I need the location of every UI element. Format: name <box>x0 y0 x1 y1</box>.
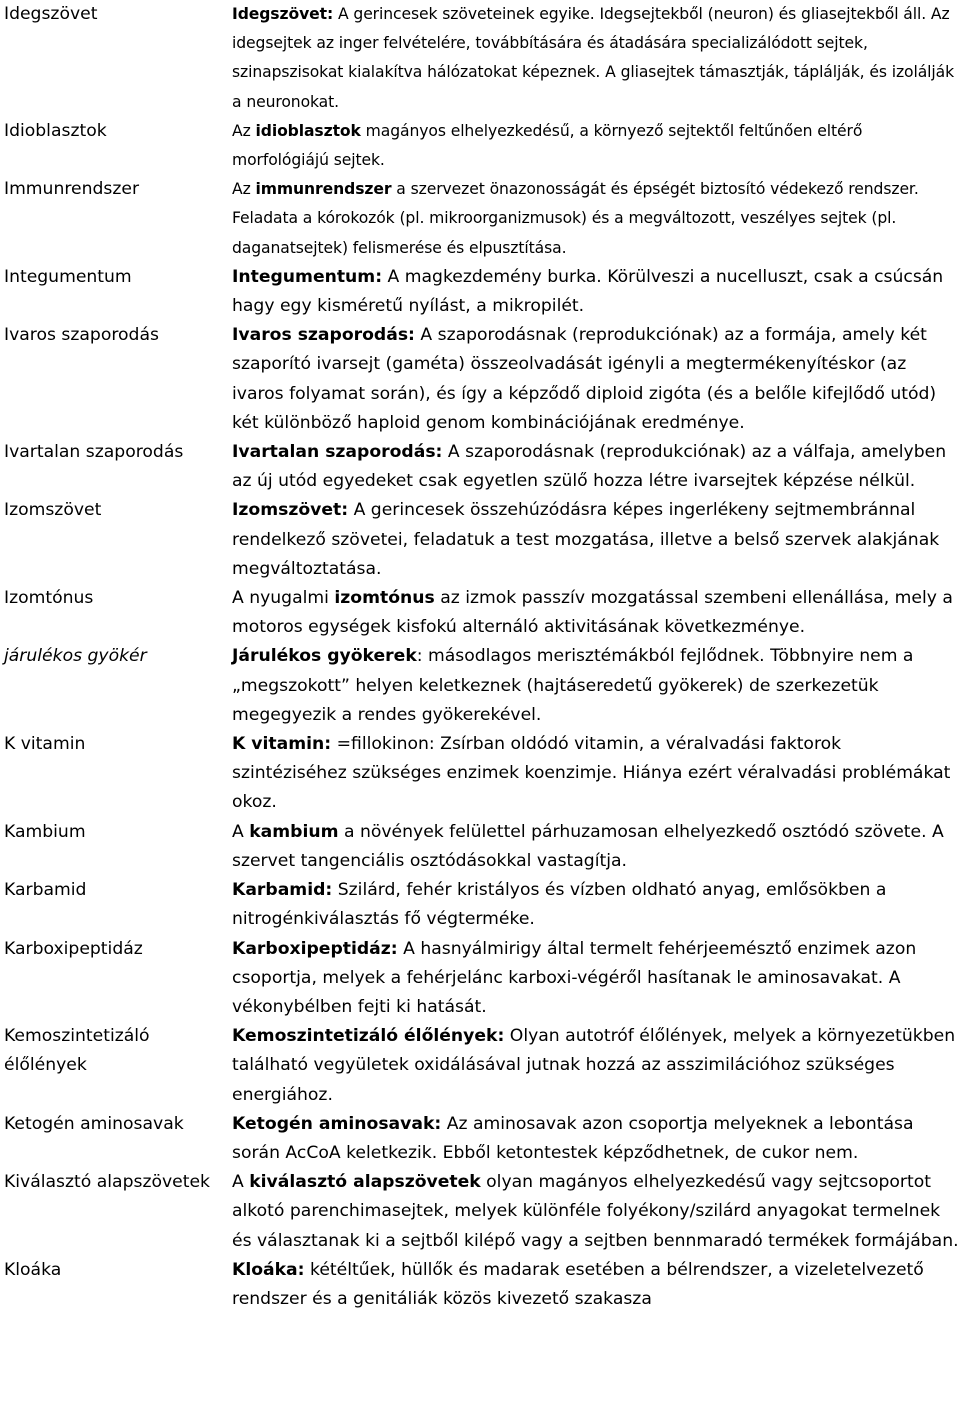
glossary-definition <box>232 117 960 175</box>
definition-text: az izmok passzív mozgatással szembeni ellenállása, mely a motoros egységek kisfokú alternáló aktivitásának következménye. <box>232 588 953 638</box>
definition-text: : másodlagos merisztémákból fejlődnek. Többnyire nem a „megszokott” helyen keletkeznek (hajtáseredetű gyökerek) de szerkezetük megegyezik a rendes gyökerekével. <box>232 646 914 725</box>
glossary-term: Integumentum <box>4 266 132 287</box>
glossary-definition <box>232 0 960 117</box>
definition-keyword: Kloáka: <box>232 1259 305 1280</box>
glossary-definition <box>232 1022 960 1110</box>
glossary-definition <box>232 263 960 321</box>
definition-text: A gerincesek szöveteinek egyike. Idegsejtekből (neuron) és gliasejtekből áll. Az idegsejtek az inger felvételére, továbbítására és átadására specializálódott sejtek, szinapszisokat kialakítva hálózatokat képeznek. A gliasejtek támasztják, táplálják, és izolálják a neuronokat. <box>232 5 955 111</box>
glossary-definition <box>232 1168 960 1256</box>
definition-keyword: Ketogén aminosavak: <box>232 1113 442 1134</box>
glossary-entry <box>0 0 960 117</box>
definition-keyword: Idegszövet: <box>232 5 334 23</box>
definition-keyword: immunrendszer <box>255 180 392 199</box>
glossary-term: Karbamid <box>4 880 87 901</box>
definition-text: olyan magányos elhelyezkedésű vagy sejtcsoportot alkotó parenchimasejtek, melyek különféle folyékony/szilárd anyagokat termelnek és választanak ki a sejtből kilépő vagy a sejtben bennmaradó termékek formájában. <box>232 1172 959 1251</box>
glossary-entry <box>0 175 960 263</box>
glossary-entry <box>0 584 960 642</box>
definition-prefix: A <box>232 821 250 842</box>
definition-keyword: kiválasztó alapszövetek <box>249 1172 481 1193</box>
glossary-term: Idegszövet <box>4 4 98 24</box>
definition-prefix: Az <box>232 180 256 199</box>
glossary-term: Izomtónus <box>4 588 94 609</box>
glossary-entry <box>0 496 960 584</box>
glossary-entry <box>0 935 960 1023</box>
glossary-term: Kloáka <box>4 1259 62 1280</box>
definition-text: kétéltűek, hüllők és madarak esetében a bélrendszer, a vizeletelvezető rendszer és a genitáliák közös kivezető szakasza <box>232 1259 924 1309</box>
definition-keyword: Izomszövet: <box>232 500 349 521</box>
definition-text: A gerincesek összehúzódásra képes ingerlékeny sejtmembránnal rendelkező szövetei, feladatuk a test mozgatása, illetve a belső szervek alakjának megváltoztatása. <box>232 500 940 579</box>
definition-text: Olyan autotróf élőlények, melyek a környezetükben található vegyületek oxidálásával jutnak hozzá az asszimilációhoz szükséges energiához. <box>232 1026 956 1105</box>
definition-keyword: kambium <box>249 821 339 842</box>
glossary-term: Ivaros szaporodás <box>4 325 159 346</box>
glossary-term: járulékos gyökér <box>4 646 147 667</box>
glossary-definition <box>232 730 960 818</box>
definition-text: magányos elhelyezkedésű, a környező sejtektől feltűnően eltérő morfológiájú sejtek. <box>232 121 863 170</box>
glossary-entry <box>0 438 960 496</box>
definition-prefix: A nyugalmi <box>232 588 335 609</box>
definition-text: A hasnyálmirigy által termelt fehérjeemésztő enzimek azon csoportja, melyek a fehérjelánc karboxi-végéről hasítanak le aminosavakat. A vékonybélben fejti ki hatását. <box>232 938 917 1017</box>
glossary-definition <box>232 642 960 730</box>
glossary-definition <box>232 175 960 263</box>
definition-keyword: idioblasztok <box>255 121 361 140</box>
glossary-term: K vitamin <box>4 734 86 755</box>
glossary-entry <box>0 1256 960 1314</box>
glossary-definition <box>232 438 960 496</box>
glossary-definition <box>232 818 960 876</box>
glossary-entry <box>0 1110 960 1168</box>
definition-prefix: Az <box>232 121 256 140</box>
glossary-term: Izomszövet <box>4 500 102 521</box>
glossary-entry <box>0 876 960 934</box>
definition-text: Szilárd, fehér kristályos és vízben oldható anyag, emlősökben a nitrogénkiválasztás fő végterméke. <box>232 880 887 930</box>
definition-keyword: Karbamid: <box>232 880 333 901</box>
definition-text: a növények felülettel párhuzamosan elhelyezkedő osztódó szövete. A szervet tangenciális osztódásokkal vastagítja. <box>232 821 944 871</box>
definition-text: A szaporodásnak (reprodukciónak) az a válfaja, amelyben az új utód egyedeket csak egyetlen szülő hozza létre ivarsejtek képzése nélkül. <box>232 442 947 492</box>
glossary-definition <box>232 584 960 642</box>
glossary-term: Kemoszintetizáló élőlények <box>4 1026 150 1076</box>
glossary-entry <box>0 642 960 730</box>
glossary-definition <box>232 1256 960 1314</box>
definition-keyword: Ivartalan szaporodás: <box>232 442 443 463</box>
definition-keyword: Kemoszintetizáló élőlények: <box>232 1026 505 1047</box>
glossary-term: Ivartalan szaporodás <box>4 442 184 463</box>
glossary-definition <box>232 935 960 1023</box>
definition-keyword: Integumentum: <box>232 266 383 287</box>
glossary-definition <box>232 1110 960 1168</box>
definition-text: Az aminosavak azon csoportja melyeknek a lebontása során AcCoA keletkezik. Ebből ketontestek képződhetnek, de cukor nem. <box>232 1113 914 1163</box>
glossary-term: Kambium <box>4 821 86 842</box>
definition-text: a szervezet önazonosságát és épségét biztosító védekező rendszer. Feladata a kórokozók (pl. mikroorganizmusok) és a megváltozott, veszélyes sejtek (pl. daganatsejtek) felismerése és elpusztítása. <box>232 180 919 257</box>
definition-keyword: Járulékos gyökerek <box>232 646 417 667</box>
definition-text: =fillokinon: Zsírban oldódó vitamin, a véralvadási faktorok szintéziséhez szükséges enzimek koenzimje. Hiánya ezért véralvadási problémákat okoz. <box>232 734 951 813</box>
glossary-entry <box>0 1022 960 1110</box>
glossary-entry <box>0 321 960 438</box>
glossary-definition <box>232 496 960 584</box>
definition-keyword: Karboxipeptidáz: <box>232 938 398 959</box>
glossary-entry <box>0 730 960 818</box>
definition-keyword: izomtónus <box>334 588 435 609</box>
glossary-entry <box>0 1168 960 1256</box>
glossary-term: Idioblasztok <box>4 120 107 141</box>
definition-text: A magkezdemény burka. Körülveszi a nucelluszt, csak a csúcsán hagy egy kisméretű nyílást, a mikropilét. <box>232 266 944 317</box>
glossary-entry <box>0 117 960 175</box>
glossary-term: Immunrendszer <box>4 179 140 200</box>
definition-prefix: A <box>232 1172 250 1193</box>
glossary-definition <box>232 876 960 934</box>
glossary-term: Karboxipeptidáz <box>4 938 143 959</box>
definition-text: A szaporodásnak (reprodukciónak) az a formája, amely két szaporító ivarsejt (gaméta) összeolvadását igényli a megtermékenyítéskor (az ivaros folyamat során), és így a képződő diploid zigóta (és a belőle kifejlődő utód) két különböző haploid genom kombinációjának eredménye. <box>232 325 937 433</box>
glossary-term: Ketogén aminosavak <box>4 1113 184 1134</box>
glossary-term: Kiválasztó alapszövetek <box>4 1172 211 1193</box>
glossary-entry <box>0 818 960 876</box>
definition-keyword: K vitamin: <box>232 734 332 755</box>
glossary-definition <box>232 321 960 438</box>
glossary-entry <box>0 263 960 321</box>
definition-keyword: Ivaros szaporodás: <box>232 325 415 346</box>
